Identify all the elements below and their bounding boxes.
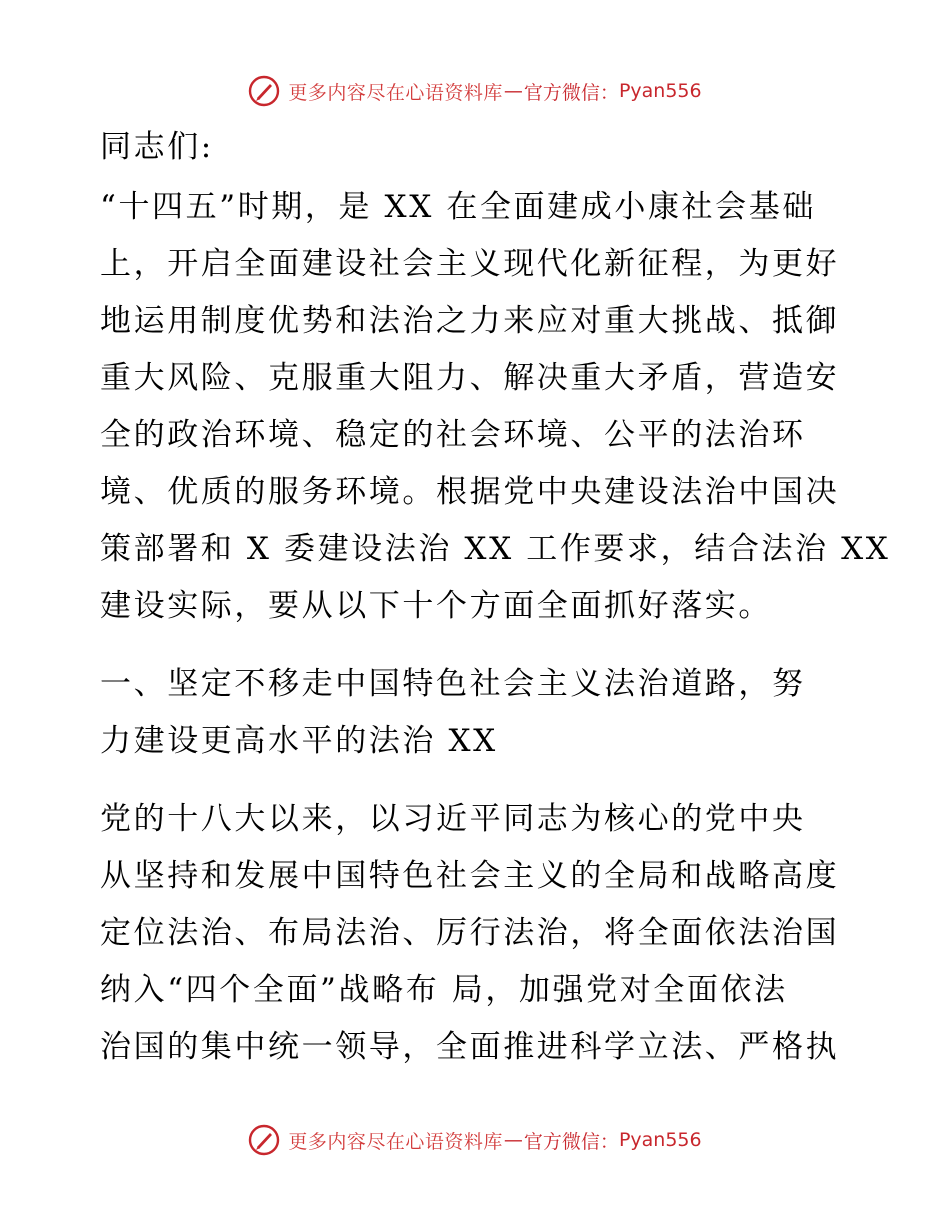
- header-watermark: [0, 71, 950, 111]
- quill-logo-icon: [248, 1124, 280, 1156]
- watermark-separator: —: [503, 80, 523, 102]
- watermark-brand: 更多内容尽在心语资料库: [288, 1130, 503, 1153]
- footer-watermark: [0, 1120, 950, 1160]
- greeting: 同志们:: [100, 129, 214, 165]
- watermark-separator: —: [503, 1129, 523, 1151]
- intro-line: 地运用制度优势和法治之力来应对重大挑战、抵御: [100, 303, 840, 339]
- watermark-wechat-label: 官方微信：: [523, 81, 619, 104]
- intro-line: 上，开启全面建设社会主义现代化新征程，为更好: [100, 246, 840, 282]
- watermark-wechat-label: 官方微信：: [523, 1130, 619, 1153]
- intro-line: “十四五”时期，是 XX 在全面建成小康社会基础: [100, 189, 816, 225]
- body-line: 纳入“四个全面”战略布 局，加强党对全面依法: [100, 972, 788, 1008]
- watermark-wechat-id: Pyan556: [618, 1129, 702, 1151]
- body-line: 从坚持和发展中国特色社会主义的全局和战略高度: [100, 858, 840, 894]
- section-heading-line: 力建设更高水平的法治 XX: [100, 723, 498, 759]
- watermark-wechat-id: Pyan556: [618, 80, 702, 102]
- watermark-brand: 更多内容尽在心语资料库: [288, 81, 503, 104]
- intro-line: 重大风险、克服重大阻力、解决重大矛盾，营造安: [100, 360, 840, 396]
- body-line: 定位法治、布局法治、厉行法治，将全面依法治国: [100, 915, 840, 951]
- body-line: 治国的集中统一领导，全面推进科学立法、严格执: [100, 1029, 840, 1065]
- section-heading-line: 一、坚定不移走中国特色社会主义法治道路，努: [100, 666, 806, 702]
- intro-line: 策部署和 X 委建设法治 XX 工作要求，结合法治 XX: [100, 531, 891, 567]
- quill-logo-icon: [248, 75, 280, 107]
- intro-line: 建设实际，要从以下十个方面全面抓好落实。: [100, 588, 772, 624]
- intro-line: 境、优质的服务环境。根据党中央建设法治中国决: [100, 474, 840, 510]
- body-line: 党的十八大以来，以习近平同志为核心的党中央: [100, 801, 806, 837]
- intro-line: 全的政治环境、稳定的社会环境、公平的法治环: [100, 417, 806, 453]
